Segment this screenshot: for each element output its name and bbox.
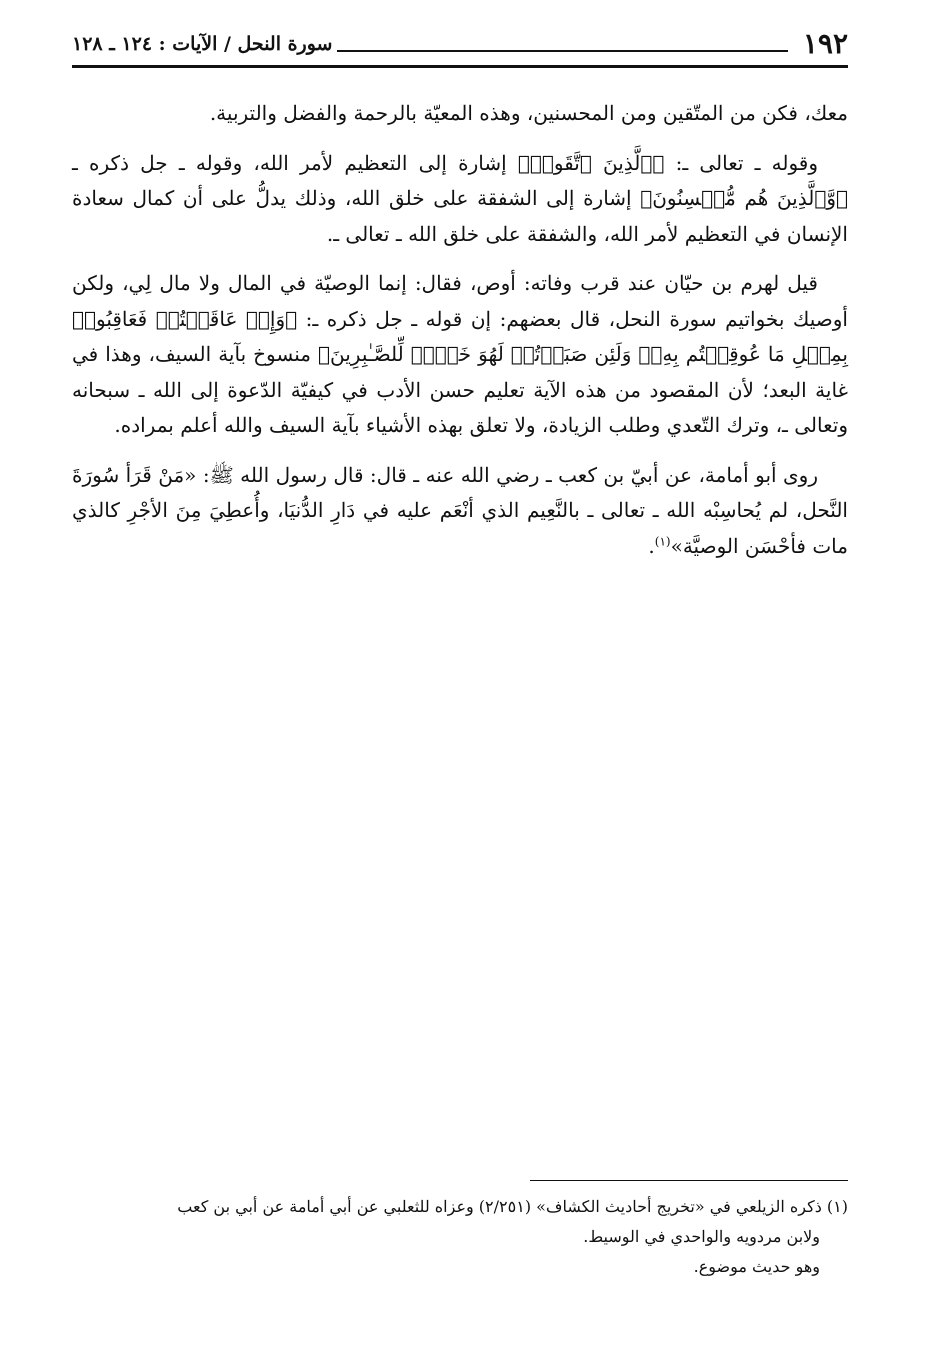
footnote-rule — [530, 1180, 848, 1181]
footnote-1-note: وهو حديث موضوع. — [693, 1257, 820, 1276]
header-rule — [72, 65, 848, 68]
main-text — [72, 96, 848, 578]
footnote-1: (١) ذكره الزيلعي في «تخريج أحاديث الكشاف» (٢/٢٥١) وعزاه للثعلبي عن أبي أمامة عن أبي بن كعب — [177, 1197, 848, 1216]
paragraph-1: معك، فكن من المتّقين ومن المحسنين، وهذه المعيّة بالرحمة والفضل والتربية. — [209, 101, 848, 125]
footnote-1-continuation: ولابن مردويه والواحدي في الوسيط. — [583, 1227, 820, 1246]
paragraph-4-end: . — [648, 533, 655, 558]
paragraph-4 — [72, 458, 848, 565]
footnotes — [72, 1192, 848, 1282]
page-number: ١٩٢ — [802, 27, 848, 60]
paragraph-3: قيل لهرم بن حيّان عند قرب وفاته: أوص، فقال: إنما الوصيّة في المال ولا مال لِي، ولكن أوصيك بخواتيم سورة النحل، قال بعضهم: إن قوله ـ جل ذكره ـ: ﴿وَإِنۡ عَاقَبۡتُمۡ فَعَاقِبُوا۟ بِمِثۡلِ مَا عُوقِبۡتُم بِهِۦۖ وَلَئِن صَبَرۡتُمۡ لَهُوَ خَيۡرٞ لِّلصَّـٰبِرِينَ﴾ منسوخ بآية السيف، وهذا في غاية البعد؛ لأن المقصود من هذه الآية تعليم حسن الأدب في كيفيّة الدّعوة إلى الله ـ سبحانه وتعالى ـ، وترك التّعدي وطلب الزيادة، ولا تعلق بهذه الأشياء بآية السيف والله أعلم بمراده. — [72, 271, 848, 437]
header-dash-line — [337, 50, 788, 52]
running-title: سورة النحل / الآيات : ١٢٤ ـ ١٢٨ — [72, 33, 333, 55]
hadith-text: روى أبو أمامة، عن أبيّ بن كعب ـ رضي الله عنه ـ قال: قال رسول الله ﷺ: «مَنْ قَرَأ سُورَةَ النَّحل، لم يُحاسِبْه الله ـ تعالى ـ بالنَّعِيم الذي أنْعَم عليه في دَارِ الدُّنيَا، وأُعطِيَ مِنَ الأجْرِ كالذي مات فأحْسَن الوصيَّة» — [72, 462, 848, 558]
paragraph-2: وقوله ـ تعالى ـ: ﴿ٱلَّذِينَ ٱتَّقَوا۟﴾ إشارة إلى التعظيم لأمر الله، وقوله ـ جل ذكره ـ ﴿وَّٱلَّذِينَ هُم مُّحۡسِنُونَ﴾ إشارة إلى الشفقة على خلق الله، وذلك يدلُّ على أن كمال سعادة الإنسان في التعظيم لأمر الله، والشفقة على خلق الله ـ تعالى ـ. — [72, 150, 848, 246]
footnote-reference[interactable]: (١) — [654, 533, 671, 548]
page-header — [72, 26, 848, 62]
